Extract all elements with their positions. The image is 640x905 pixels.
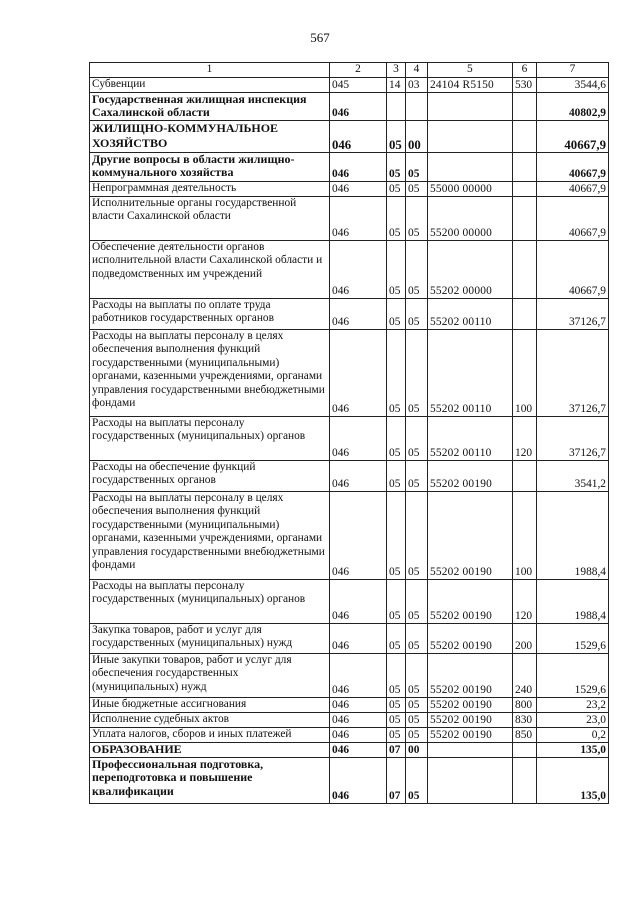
row-section-cell: 05 (387, 461, 406, 492)
row-name-cell: Уплата налогов, сборов и иных платежей (90, 728, 330, 743)
row-expense-type-cell (513, 121, 537, 153)
row-expense-type-cell: 100 (513, 330, 537, 417)
row-target-article-cell: 55202 00190 (428, 728, 513, 743)
row-amount-cell: 37126,7 (537, 299, 609, 330)
table-row (90, 758, 609, 804)
row-section-cell: 05 (387, 197, 406, 241)
row-amount-cell: 3544,6 (537, 78, 609, 93)
row-code-cell: 046 (330, 758, 387, 804)
row-subsection-cell: 05 (406, 182, 428, 197)
header-cell-2: 2 (330, 63, 387, 78)
row-code-cell: 046 (330, 153, 387, 182)
row-code-cell: 046 (330, 624, 387, 654)
row-target-article-cell: 55202 00190 (428, 492, 513, 580)
row-amount-cell: 40667,9 (537, 197, 609, 241)
row-amount-cell: 40667,9 (537, 121, 609, 153)
row-section-cell: 14 (387, 78, 406, 93)
row-code-cell: 046 (330, 713, 387, 728)
row-subsection-cell: 05 (406, 728, 428, 743)
row-name-cell: ОБРАЗОВАНИЕ (90, 743, 330, 758)
table-row (90, 492, 609, 580)
row-expense-type-cell (513, 197, 537, 241)
row-expense-type-cell: 800 (513, 698, 537, 713)
row-expense-type-cell: 200 (513, 624, 537, 654)
table-row (90, 182, 609, 197)
row-target-article-cell: 55202 00110 (428, 299, 513, 330)
row-code-cell: 046 (330, 93, 387, 121)
row-amount-cell: 1988,4 (537, 492, 609, 580)
header-row (90, 63, 609, 78)
row-amount-cell: 37126,7 (537, 417, 609, 461)
row-target-article-cell: 24104 R5150 (428, 78, 513, 93)
row-subsection-cell: 05 (406, 197, 428, 241)
table-row (90, 197, 609, 241)
table-row (90, 330, 609, 417)
table-row (90, 93, 609, 121)
row-subsection-cell: 05 (406, 624, 428, 654)
row-name-cell: Расходы на выплаты персоналу в целях обеспечения выполнения функций государственными (муниципальными) органами, казенными учреждениями, органами управления государственными внебюджетными фондами (90, 330, 330, 417)
row-name-cell: Расходы на выплаты по оплате труда работников государственных органов (90, 299, 330, 330)
row-section-cell: 05 (387, 713, 406, 728)
row-name-cell: Расходы на выплаты персоналу в целях обеспечения выполнения функций государственными (муниципальными) органами, казенными учреждениями, органами управления государственными внебюджетными фондами (90, 492, 330, 580)
row-subsection-cell: 03 (406, 78, 428, 93)
row-name-cell: ЖИЛИЩНО-КОММУНАЛЬНОЕ ХОЗЯЙСТВО (90, 121, 330, 153)
row-code-cell: 046 (330, 492, 387, 580)
table-row (90, 121, 609, 153)
row-expense-type-cell: 530 (513, 78, 537, 93)
row-subsection-cell (406, 93, 428, 121)
row-section-cell: 07 (387, 743, 406, 758)
row-expense-type-cell: 120 (513, 580, 537, 624)
row-target-article-cell: 55202 00000 (428, 241, 513, 299)
table-row (90, 580, 609, 624)
row-expense-type-cell (513, 241, 537, 299)
row-name-cell: Расходы на выплаты персоналу государственных (муниципальных) органов (90, 417, 330, 461)
table-row (90, 728, 609, 743)
row-subsection-cell: 05 (406, 758, 428, 804)
row-expense-type-cell: 240 (513, 654, 537, 698)
row-section-cell: 05 (387, 299, 406, 330)
row-section-cell: 05 (387, 492, 406, 580)
row-code-cell: 046 (330, 698, 387, 713)
page-number: 567 (310, 30, 330, 45)
row-code-cell: 046 (330, 728, 387, 743)
row-section-cell: 05 (387, 182, 406, 197)
row-expense-type-cell (513, 299, 537, 330)
budget-table (89, 62, 609, 804)
row-name-cell: Исполнительные органы государственной власти Сахалинской области (90, 197, 330, 241)
row-expense-type-cell: 120 (513, 417, 537, 461)
row-amount-cell: 40667,9 (537, 153, 609, 182)
row-subsection-cell: 00 (406, 743, 428, 758)
row-name-cell: Другие вопросы в области жилищно-коммунального хозяйства (90, 153, 330, 182)
row-code-cell: 046 (330, 580, 387, 624)
row-subsection-cell: 05 (406, 492, 428, 580)
row-amount-cell: 37126,7 (537, 330, 609, 417)
row-section-cell (387, 93, 406, 121)
row-amount-cell: 40802,9 (537, 93, 609, 121)
row-subsection-cell: 05 (406, 153, 428, 182)
row-code-cell: 046 (330, 197, 387, 241)
row-amount-cell: 3541,2 (537, 461, 609, 492)
row-section-cell: 05 (387, 654, 406, 698)
row-amount-cell: 1529,6 (537, 624, 609, 654)
table-row (90, 624, 609, 654)
row-amount-cell: 23,0 (537, 713, 609, 728)
row-section-cell: 05 (387, 624, 406, 654)
row-code-cell: 046 (330, 299, 387, 330)
row-amount-cell: 135,0 (537, 743, 609, 758)
row-section-cell: 05 (387, 698, 406, 713)
row-name-cell: Иные закупки товаров, работ и услуг для обеспечения государственных (муниципальных) нужд (90, 654, 330, 698)
table-row (90, 461, 609, 492)
row-subsection-cell: 00 (406, 121, 428, 153)
row-subsection-cell: 05 (406, 698, 428, 713)
row-code-cell: 046 (330, 182, 387, 197)
row-section-cell: 05 (387, 417, 406, 461)
row-subsection-cell: 05 (406, 461, 428, 492)
row-expense-type-cell: 850 (513, 728, 537, 743)
row-expense-type-cell: 830 (513, 713, 537, 728)
row-target-article-cell: 55202 00190 (428, 654, 513, 698)
row-name-cell: Непрограммная деятельность (90, 182, 330, 197)
row-target-article-cell (428, 153, 513, 182)
table-row (90, 698, 609, 713)
row-expense-type-cell (513, 93, 537, 121)
row-code-cell: 046 (330, 654, 387, 698)
row-section-cell: 05 (387, 330, 406, 417)
row-target-article-cell: 55202 00190 (428, 580, 513, 624)
header-cell-1: 1 (90, 63, 330, 78)
row-code-cell: 046 (330, 121, 387, 153)
row-target-article-cell: 55202 00110 (428, 330, 513, 417)
row-name-cell: Государственная жилищная инспекция Сахалинской области (90, 93, 330, 121)
row-subsection-cell: 05 (406, 713, 428, 728)
row-name-cell: Обеспечение деятельности органов исполнительной власти Сахалинской области и подведомственных им учреждений (90, 241, 330, 299)
row-amount-cell: 1988,4 (537, 580, 609, 624)
table-row (90, 153, 609, 182)
row-target-article-cell: 55202 00190 (428, 713, 513, 728)
header-cell-7: 7 (537, 63, 609, 78)
row-section-cell: 05 (387, 121, 406, 153)
row-name-cell: Профессиональная подготовка, переподготовка и повышение квалификации (90, 758, 330, 804)
row-target-article-cell: 55202 00190 (428, 461, 513, 492)
row-section-cell: 05 (387, 728, 406, 743)
row-expense-type-cell (513, 743, 537, 758)
row-amount-cell: 23,2 (537, 698, 609, 713)
row-code-cell: 046 (330, 417, 387, 461)
row-expense-type-cell (513, 461, 537, 492)
row-target-article-cell: 55202 00110 (428, 417, 513, 461)
row-section-cell: 05 (387, 153, 406, 182)
table-row (90, 713, 609, 728)
row-subsection-cell: 05 (406, 330, 428, 417)
row-name-cell: Расходы на обеспечение функций государственных органов (90, 461, 330, 492)
row-code-cell: 046 (330, 330, 387, 417)
row-amount-cell: 40667,9 (537, 182, 609, 197)
row-section-cell: 07 (387, 758, 406, 804)
row-amount-cell: 1529,6 (537, 654, 609, 698)
table-row (90, 241, 609, 299)
row-subsection-cell: 05 (406, 299, 428, 330)
row-amount-cell: 0,2 (537, 728, 609, 743)
row-subsection-cell: 05 (406, 580, 428, 624)
table-row (90, 78, 609, 93)
row-amount-cell: 40667,9 (537, 241, 609, 299)
header-cell-3: 3 (387, 63, 406, 78)
row-code-cell: 046 (330, 461, 387, 492)
header-cell-6: 6 (513, 63, 537, 78)
header-cell-5: 5 (428, 63, 513, 78)
row-section-cell: 05 (387, 241, 406, 299)
row-section-cell: 05 (387, 580, 406, 624)
table-row (90, 417, 609, 461)
row-target-article-cell: 55000 00000 (428, 182, 513, 197)
row-subsection-cell: 05 (406, 417, 428, 461)
row-name-cell: Закупка товаров, работ и услуг для государственных (муниципальных) нужд (90, 624, 330, 654)
row-target-article-cell (428, 93, 513, 121)
row-expense-type-cell (513, 758, 537, 804)
row-amount-cell: 135,0 (537, 758, 609, 804)
row-code-cell: 045 (330, 78, 387, 93)
table-row (90, 654, 609, 698)
header-cell-4: 4 (406, 63, 428, 78)
row-target-article-cell: 55202 00190 (428, 624, 513, 654)
row-expense-type-cell (513, 153, 537, 182)
row-name-cell: Расходы на выплаты персоналу государственных (муниципальных) органов (90, 580, 330, 624)
row-target-article-cell: 55200 00000 (428, 197, 513, 241)
row-subsection-cell: 05 (406, 241, 428, 299)
row-code-cell: 046 (330, 743, 387, 758)
table-row (90, 299, 609, 330)
row-name-cell: Иные бюджетные ассигнования (90, 698, 330, 713)
row-name-cell: Субвенции (90, 78, 330, 93)
row-target-article-cell: 55202 00190 (428, 698, 513, 713)
row-name-cell: Исполнение судебных актов (90, 713, 330, 728)
row-subsection-cell: 05 (406, 654, 428, 698)
row-target-article-cell (428, 758, 513, 804)
table-row (90, 743, 609, 758)
row-target-article-cell (428, 121, 513, 153)
row-expense-type-cell (513, 182, 537, 197)
row-expense-type-cell: 100 (513, 492, 537, 580)
row-code-cell: 046 (330, 241, 387, 299)
row-target-article-cell (428, 743, 513, 758)
